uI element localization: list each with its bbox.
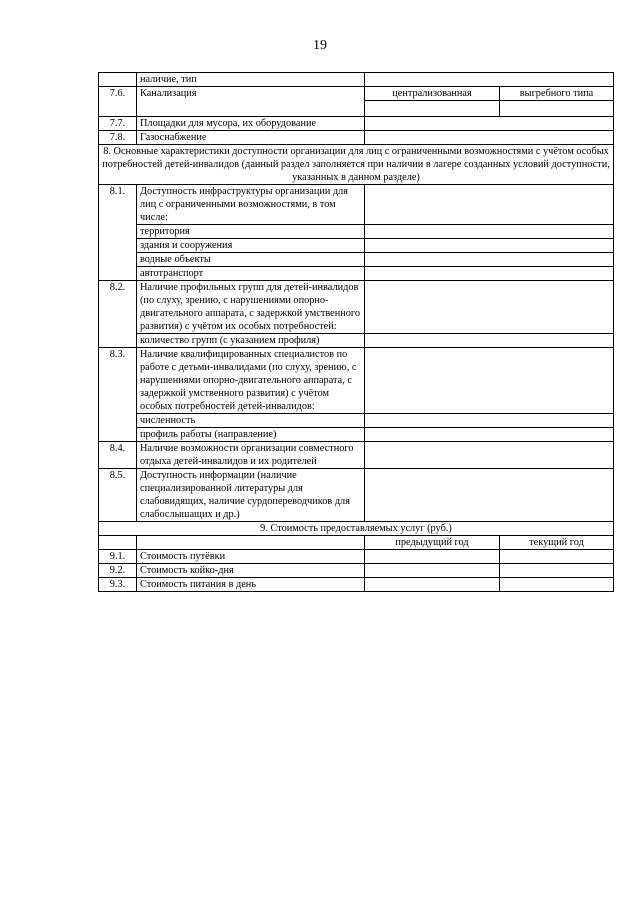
row-number: 7.6. bbox=[99, 87, 137, 117]
sub-item-label: автотранспорт bbox=[137, 267, 365, 281]
column-header-previous-year: предыдущий год bbox=[365, 536, 500, 550]
table-row bbox=[99, 281, 614, 334]
table-row bbox=[99, 564, 614, 578]
row-label: Наличие профильных групп для детей-инвалидов (по слуху, зрению, с нарушениями опорно-двигательного аппарата, с задержкой умственного развития) с учётом их особых потребностей: bbox=[137, 281, 365, 334]
value-cell[interactable] bbox=[365, 348, 614, 414]
table-row bbox=[99, 131, 614, 145]
table-row bbox=[99, 522, 614, 536]
row-number-cell bbox=[99, 73, 137, 87]
table-row bbox=[99, 253, 614, 267]
table-row bbox=[99, 550, 614, 564]
value-cell[interactable] bbox=[365, 239, 614, 253]
row-number: 9.1. bbox=[99, 550, 137, 564]
sub-item-label: количество групп (с указанием профиля) bbox=[137, 334, 365, 348]
table-row bbox=[99, 414, 614, 428]
value-cell[interactable] bbox=[365, 253, 614, 267]
value-cell-previous-year[interactable] bbox=[365, 564, 500, 578]
row-number: 8.1. bbox=[99, 185, 137, 281]
table-row bbox=[99, 267, 614, 281]
section-header-8: 8. Основные характеристики доступности организации для лиц с ограниченными возможностями с учётом особых потребностей детей-инвалидов (данный раздел заполняется при наличии в лагере созданных условий доступности, указанных в данном разделе) bbox=[99, 145, 614, 185]
empty-cell bbox=[99, 536, 137, 550]
table-row bbox=[99, 87, 614, 101]
sub-item-label: территория bbox=[137, 225, 365, 239]
sub-item-label: водные объекты bbox=[137, 253, 365, 267]
section-header-9: 9. Стоимость предоставляемых услуг (руб.) bbox=[99, 522, 614, 536]
row-label: Стоимость койко-дня bbox=[137, 564, 365, 578]
value-cell[interactable] bbox=[365, 469, 614, 522]
row-number: 8.2. bbox=[99, 281, 137, 348]
sub-item-label: профиль работы (направление) bbox=[137, 428, 365, 442]
value-cell[interactable] bbox=[365, 428, 614, 442]
value-cell[interactable] bbox=[365, 225, 614, 239]
row-number: 8.3. bbox=[99, 348, 137, 442]
value-cell-current-year[interactable] bbox=[500, 550, 614, 564]
row-label: Наличие квалифицированных специалистов по работе с детьми-инвалидами (по слуху, зрению, с нарушениями опорно-двигательного аппарата, с задержкой умственного развития) с учётом особых потребностей детей-инвалидов: bbox=[137, 348, 365, 414]
value-cell[interactable] bbox=[365, 442, 614, 469]
row-label: Стоимость путёвки bbox=[137, 550, 365, 564]
value-cell[interactable] bbox=[365, 185, 614, 225]
value-cell[interactable] bbox=[365, 267, 614, 281]
table-row bbox=[99, 225, 614, 239]
row-number: 8.4. bbox=[99, 442, 137, 469]
value-cell-previous-year[interactable] bbox=[365, 578, 500, 592]
column-header-current-year: текущий год bbox=[500, 536, 614, 550]
value-cell[interactable] bbox=[365, 101, 500, 117]
sub-item-label: здания и сооружения bbox=[137, 239, 365, 253]
value-cell[interactable] bbox=[365, 334, 614, 348]
row-label: Стоимость питания в день bbox=[137, 578, 365, 592]
row-label: Канализация bbox=[137, 87, 365, 117]
table-row bbox=[99, 469, 614, 522]
row-label: Доступность информации (наличие специализированной литературы для слабовидящих, наличие сурдопереводчиков для слабослышащих и др.) bbox=[137, 469, 365, 522]
table-row bbox=[99, 428, 614, 442]
option-label: выгребного типа bbox=[500, 87, 614, 101]
row-label: Площадки для мусора, их оборудование bbox=[137, 117, 365, 131]
value-cell-previous-year[interactable] bbox=[365, 550, 500, 564]
table-row bbox=[99, 442, 614, 469]
table-row bbox=[99, 145, 614, 185]
empty-cell bbox=[137, 536, 365, 550]
page-number: 19 bbox=[313, 38, 327, 53]
table-row bbox=[99, 73, 614, 87]
table-row bbox=[99, 578, 614, 592]
row-label: Газоснабжение bbox=[137, 131, 365, 145]
value-cell[interactable] bbox=[365, 281, 614, 334]
value-cell[interactable] bbox=[365, 131, 614, 145]
row-number: 7.7. bbox=[99, 117, 137, 131]
camp-passport-table bbox=[98, 72, 614, 592]
table-row bbox=[99, 536, 614, 550]
value-cell[interactable] bbox=[365, 73, 614, 87]
value-cell[interactable] bbox=[500, 101, 614, 117]
row-number: 7.8. bbox=[99, 131, 137, 145]
row-label: Наличие возможности организации совместного отдыха детей-инвалидов и их родителей bbox=[137, 442, 365, 469]
row-number: 8.5. bbox=[99, 469, 137, 522]
table-row bbox=[99, 239, 614, 253]
sub-item-label: численность bbox=[137, 414, 365, 428]
row-label: наличие, тип bbox=[137, 73, 365, 87]
row-label: Доступность инфраструктуры организации для лиц с ограниченными возможностями, в том числе: bbox=[137, 185, 365, 225]
value-cell[interactable] bbox=[365, 117, 614, 131]
table-row bbox=[99, 185, 614, 225]
value-cell[interactable] bbox=[365, 414, 614, 428]
value-cell-current-year[interactable] bbox=[500, 564, 614, 578]
table-row bbox=[99, 117, 614, 131]
table-row bbox=[99, 334, 614, 348]
row-number: 9.3. bbox=[99, 578, 137, 592]
value-cell-current-year[interactable] bbox=[500, 578, 614, 592]
option-label: централизованная bbox=[365, 87, 500, 101]
row-number: 9.2. bbox=[99, 564, 137, 578]
table-row bbox=[99, 348, 614, 414]
